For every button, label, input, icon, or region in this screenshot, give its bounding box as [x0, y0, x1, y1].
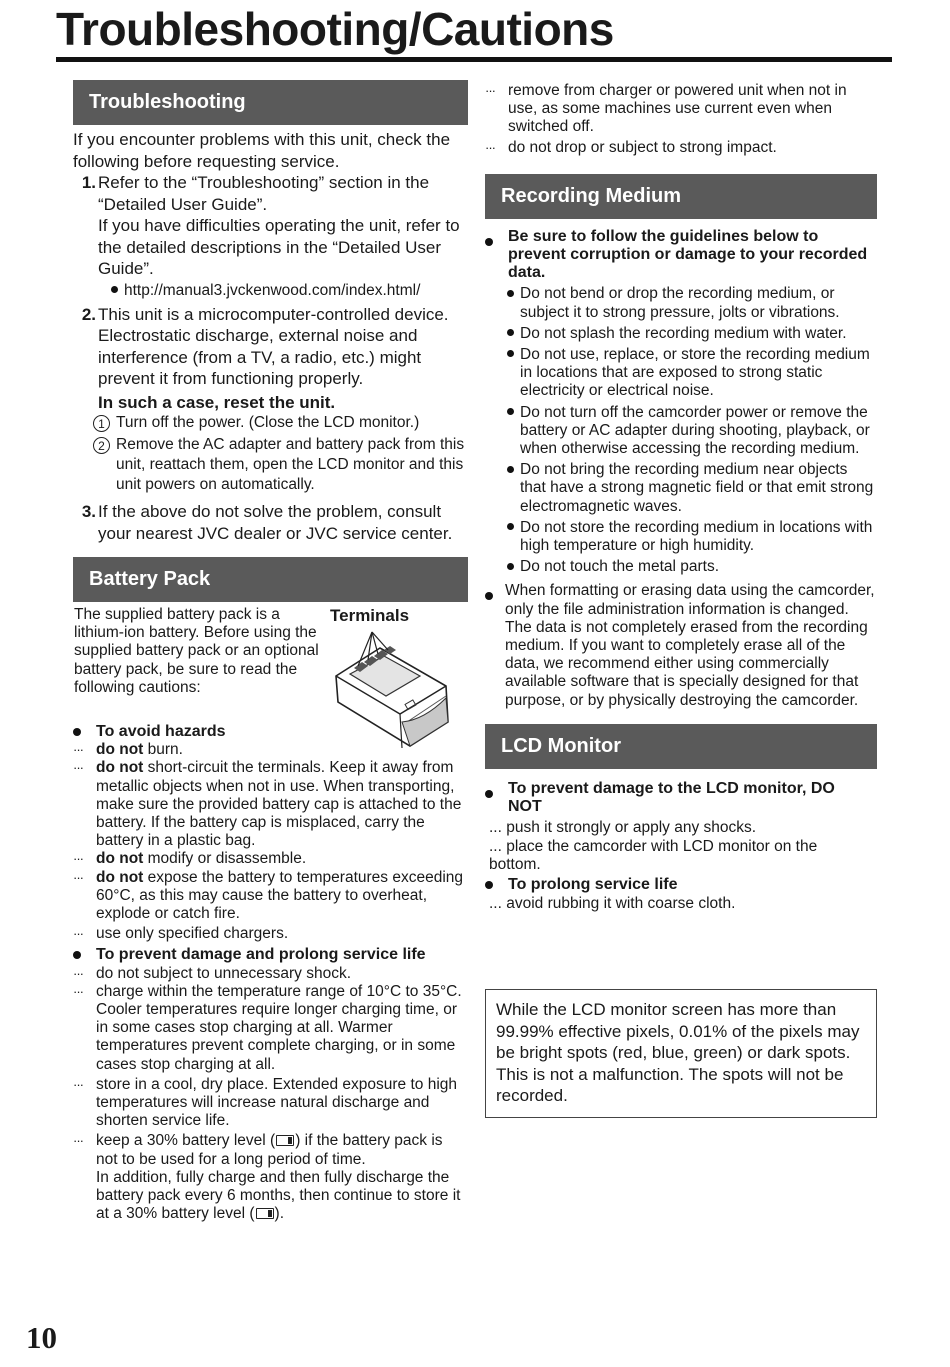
bullet-icon — [485, 790, 493, 798]
step-2-number: 2. — [81, 304, 96, 324]
recording-guideline-heading: Be sure to follow the guidelines below to prevent corruption or damage to your recorded data. — [485, 228, 877, 283]
bullet-icon — [507, 563, 514, 570]
bullet-icon — [507, 523, 514, 530]
hazard-item: ··· use only specified chargers. — [73, 925, 289, 943]
battery-continued-item: ··· remove from charger or powered unit when not in use, as some machines use current even when switched off. — [485, 82, 847, 136]
battery-level-icon — [256, 1208, 274, 1219]
bullet-icon — [485, 238, 493, 246]
step-1-text: Refer to the “Troubleshooting” section in the “Detailed User Guide”. — [98, 173, 430, 214]
bullet-icon — [507, 408, 514, 415]
bullet-icon — [485, 592, 493, 600]
reset-step-2-text: Remove the AC adapter and battery pack from this unit, reattach them, open the LCD monitor and this unit powers on automatically. — [116, 436, 465, 493]
ellipsis-icon: ··· — [73, 1133, 83, 1149]
battery-illustration — [328, 628, 453, 748]
left-column — [73, 80, 468, 1223]
list-item: Do not bend or drop the recording medium, or subject it to strong pressure, jolts or vibrations. — [485, 285, 877, 321]
list-item: Do not bring the recording medium near objects that have a strong magnetic field or that emit strong electromagnetic waves. — [485, 461, 877, 516]
ellipsis-icon: ··· — [73, 869, 83, 885]
reset-step-1 — [73, 413, 468, 433]
ellipsis-icon: ··· — [73, 1076, 83, 1092]
battery-continued-item: ··· do not drop or subject to strong impact. — [485, 138, 777, 156]
lcd-prevent-item: ... place the camcorder with LCD monitor on the bottom. — [489, 837, 818, 873]
lcd-prevent-heading: To prevent damage to the LCD monitor, DO NOT — [485, 780, 877, 816]
lcd-prolong-heading: To prolong service life — [485, 876, 877, 894]
hazard-item: ··· do not expose the battery to temperatures exceeding 60°C, as this may cause the battery to overheat, explode or catch fire. — [73, 868, 464, 923]
reset-heading: In such a case, reset the unit. — [98, 392, 336, 412]
ellipsis-icon: ··· — [73, 926, 83, 942]
lcd-prevent-item: ... push it strongly or apply any shocks. — [489, 819, 757, 837]
hazard-item: ··· do not modify or disassemble. — [73, 850, 307, 868]
list-item: Do not splash the recording medium with water. — [485, 325, 877, 343]
hazard-item: ··· do not burn. — [73, 741, 183, 759]
circled-number-icon: 2 — [93, 437, 110, 454]
bullet-icon — [485, 881, 493, 889]
hazards-heading-text: To avoid hazards — [96, 723, 226, 740]
ellipsis-icon: ··· — [485, 83, 495, 98]
troubleshooting-heading: Troubleshooting — [73, 80, 468, 125]
step-2-text: This unit is a microcomputer-controlled device. Electrostatic discharge, external noise and interference (from a TV, a radio, etc.) might prevent it from functioning properly. — [98, 304, 449, 388]
bullet-icon — [111, 286, 118, 293]
step-3-text: If the above do not solve the problem, consult your nearest JVC dealer or JVC service center. — [98, 502, 453, 543]
title-rule — [56, 57, 892, 62]
step-1-detail: If you have difficulties operating the unit, refer to the detailed descriptions in the “Detailed User Guide”. — [98, 216, 460, 278]
battery-level-icon — [276, 1135, 294, 1146]
ellipsis-icon: ··· — [73, 983, 83, 999]
lcd-heading: LCD Monitor — [485, 724, 877, 769]
battery-intro: The supplied battery pack is a lithium-ion battery. Before using the supplied battery pack or an optional battery pack, be sure to read the following cautions: — [74, 606, 319, 696]
prolong-item: ··· keep a 30% battery level ( ) if the battery pack is not to be used for a long period of time. In addition, fully charge and then fully discharge the battery pack every 6 months, then continue to store it at a 30% battery level ( ). — [73, 1132, 461, 1223]
recording-guidelines-list — [485, 285, 877, 576]
prolong-heading — [73, 946, 468, 964]
step-3 — [73, 501, 468, 544]
terminals-label: Terminals — [330, 606, 410, 625]
list-item: Do not turn off the camcorder power or remove the battery or AC adapter during shooting, playback, or when otherwise accessing the recording medium. — [485, 404, 877, 459]
troubleshooting-intro: If you encounter problems with this unit, check the following before requesting service. — [73, 130, 451, 171]
prolong-item: ··· charge within the temperature range of 10°C to 35°C. Cooler temperatures require longer charging time, or in some cases stop charging at all. Warmer temperatures prevent complete charging, or in some cases stop charging at all. — [73, 982, 462, 1073]
list-item: Do not store the recording medium in locations with high temperature or high humidity. — [485, 519, 877, 555]
reset-step-2 — [73, 435, 468, 495]
bullet-icon — [507, 350, 514, 357]
lcd-prolong-item: ... avoid rubbing it with coarse cloth. — [489, 895, 736, 913]
bullet-icon — [73, 728, 81, 736]
bullet-icon — [507, 290, 514, 297]
step-1 — [73, 172, 468, 302]
bullet-icon — [507, 466, 514, 473]
bullet-icon — [73, 951, 81, 959]
manual-url[interactable]: http://manual3.jvckenwood.com/index.html/ — [124, 281, 421, 299]
bullet-icon — [507, 329, 514, 336]
step-2 — [73, 304, 468, 414]
ellipsis-icon: ··· — [73, 760, 83, 776]
ellipsis-icon: ··· — [73, 742, 83, 758]
page-number: 10 — [26, 1320, 57, 1355]
prolong-item: ··· store in a cool, dry place. Extended exposure to high temperatures will increase natural discharge and shorten service life. — [73, 1075, 458, 1130]
recording-heading: Recording Medium — [485, 174, 877, 219]
lcd-pixel-note: While the LCD monitor screen has more than 99.99% effective pixels, 0.01% of the pixels may be bright spots (red, blue, green) or dark spots. This is not a malfunction. The spots will not be recorded. — [485, 989, 877, 1118]
right-column — [485, 82, 877, 913]
ellipsis-icon: ··· — [73, 965, 83, 981]
ellipsis-icon: ··· — [73, 851, 83, 867]
battery-heading: Battery Pack — [73, 557, 468, 602]
formatting-note: When formatting or erasing data using the camcorder, only the file administration information is changed. The data is not completely erased from the recording medium. If you want to completely erase all of the data, we recommend either using commercially available software that is specially designed for that purpose, or by physically destroying the camcorder. — [485, 582, 877, 709]
reset-step-1-text: Turn off the power. (Close the LCD monitor.) — [116, 414, 420, 431]
circled-number-icon: 1 — [93, 415, 110, 432]
step-1-number: 1. — [81, 173, 96, 192]
url-line — [97, 280, 468, 302]
page-title: Troubleshooting/Cautions — [56, 3, 614, 55]
battery-intro-block — [73, 606, 468, 712]
hazard-item: ··· do not short-circuit the terminals. Keep it away from metallic objects when not in use. When transporting, make sure the provided battery cap is attached to the battery. If the battery cap is misplaced, carry the battery in a plastic bag. — [73, 759, 462, 850]
prolong-item: ··· do not subject to unnecessary shock. — [73, 964, 352, 982]
prolong-heading-text: To prevent damage and prolong service life — [96, 946, 426, 964]
list-item: Do not touch the metal parts. — [485, 558, 877, 576]
ellipsis-icon: ··· — [485, 139, 495, 155]
list-item: Do not use, replace, or store the recording medium in locations that are exposed to strong static electricity or electrical noise. — [485, 346, 877, 401]
step-3-number: 3. — [81, 502, 96, 521]
